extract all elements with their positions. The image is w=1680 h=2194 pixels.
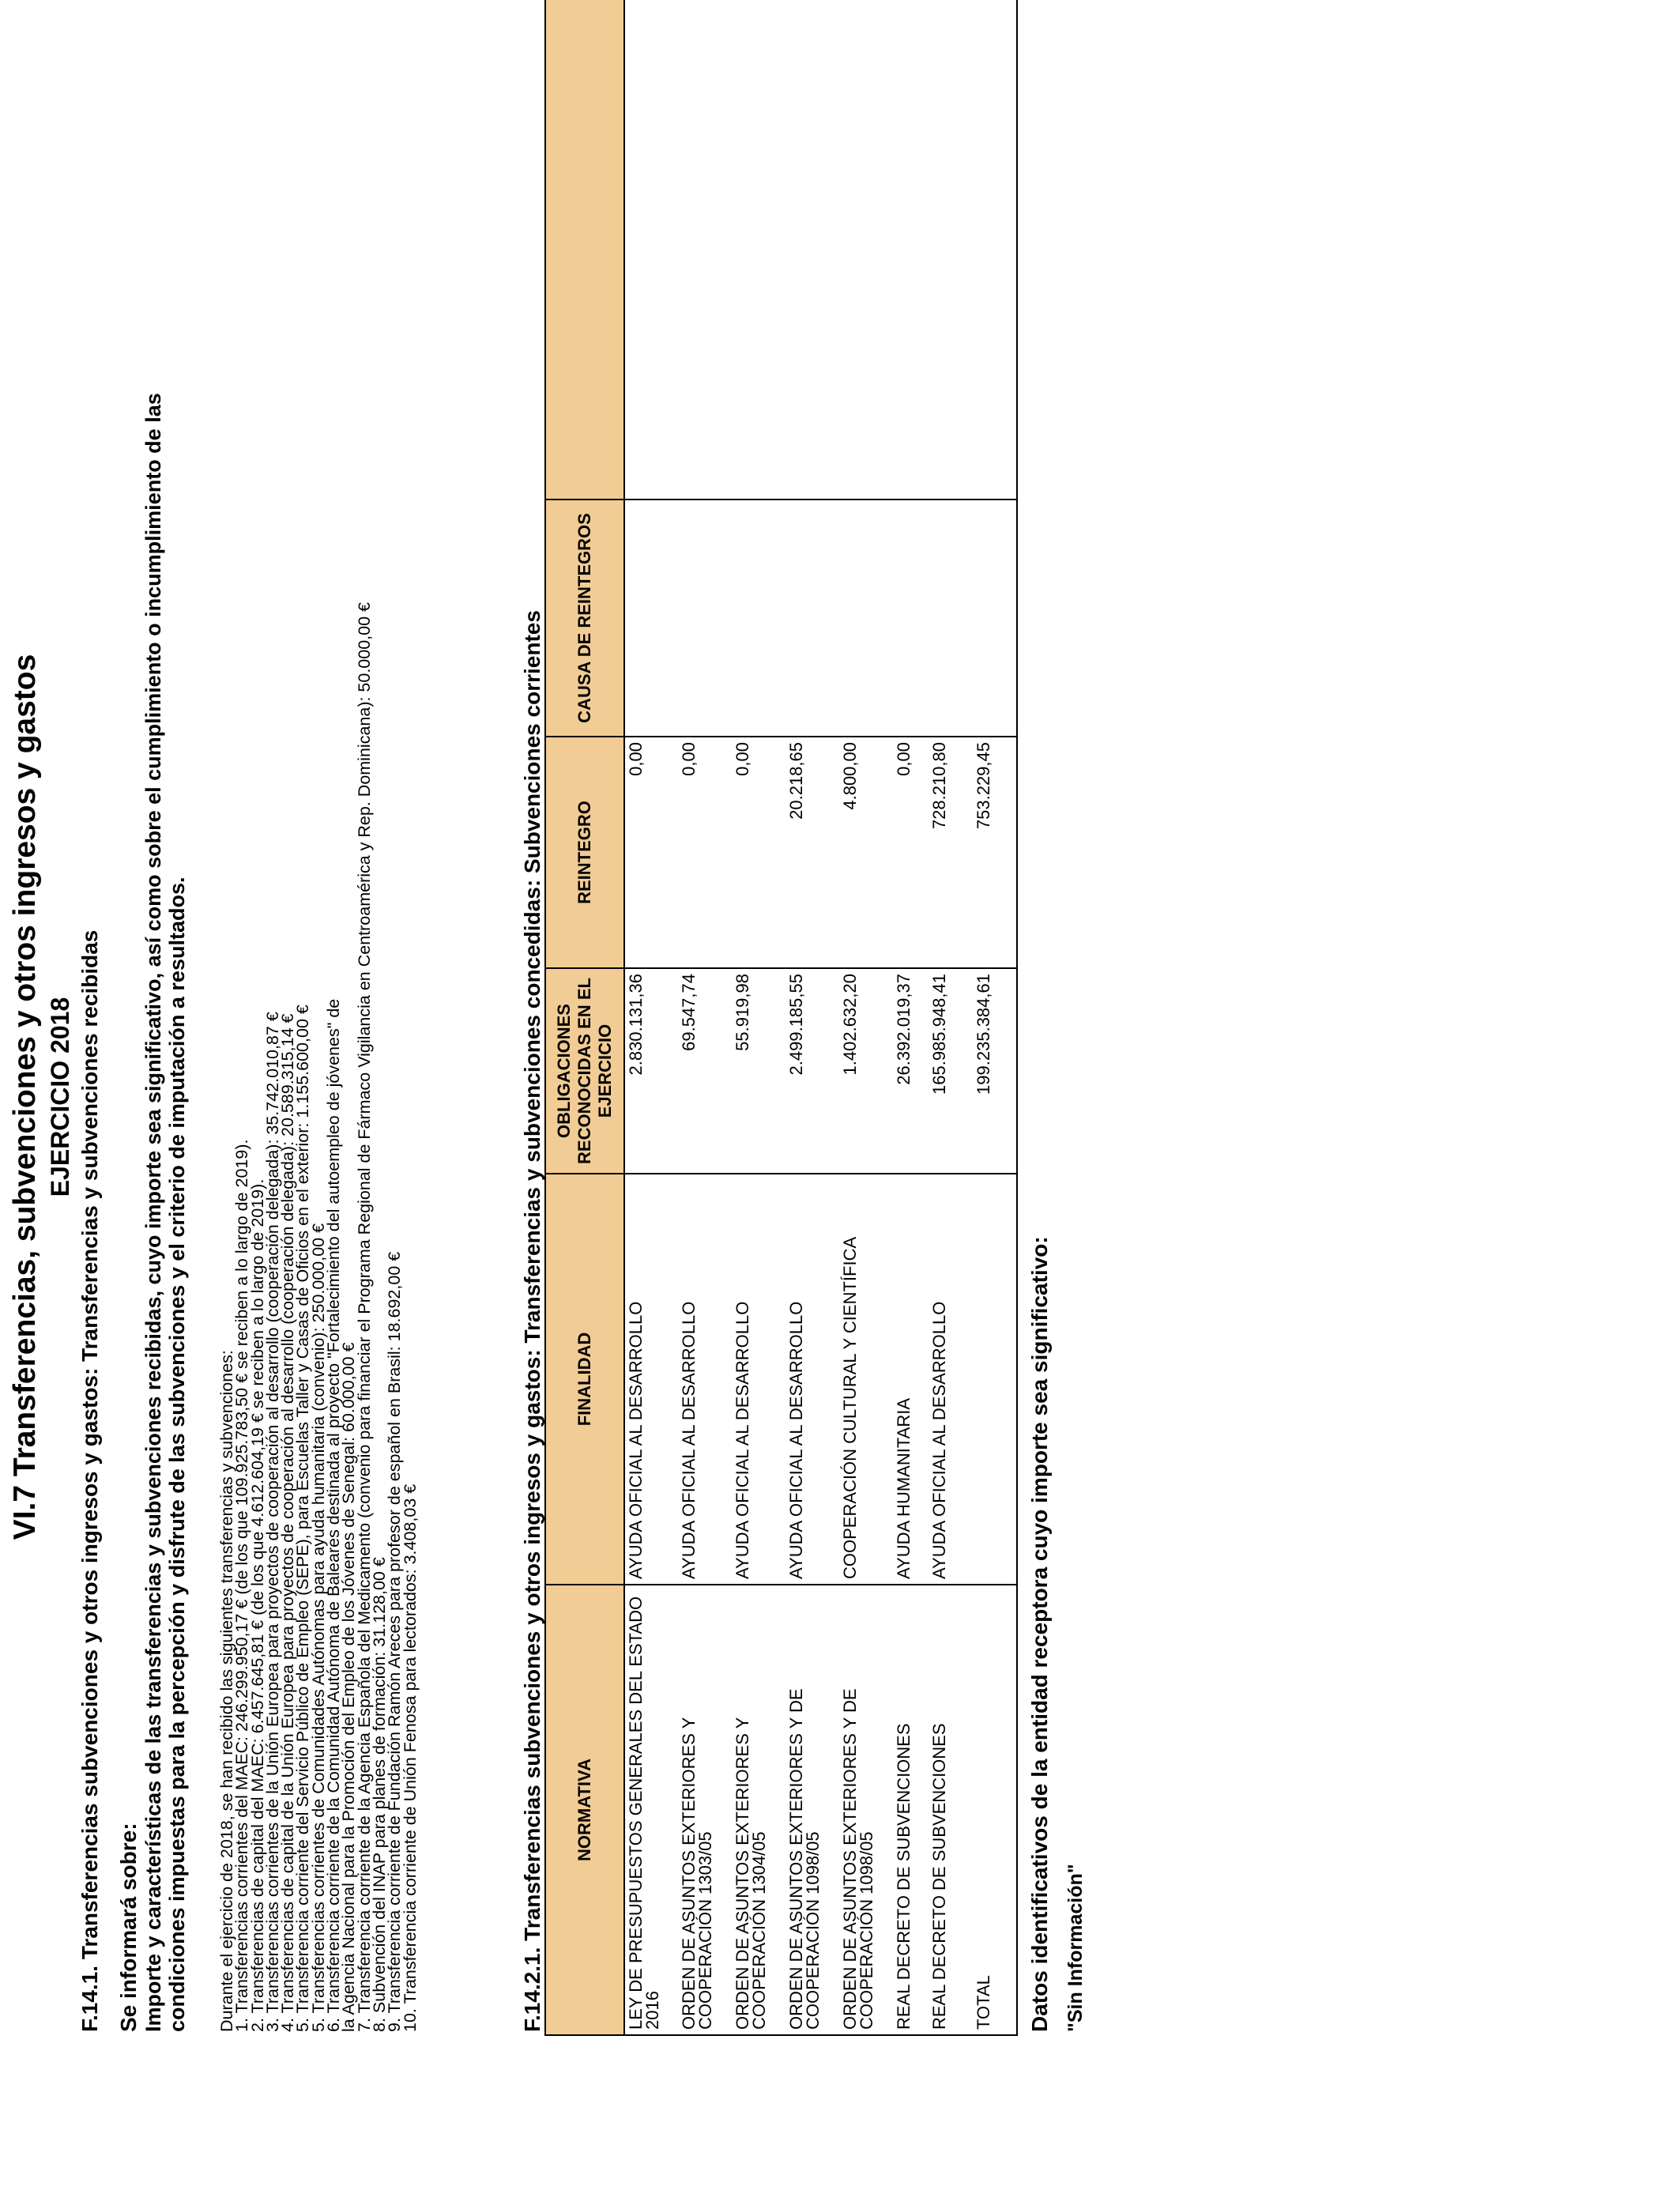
recipient-data-heading: Datos identificativos de la entidad receptora cuyo importe sea significativo:: [1027, 1236, 1052, 2032]
cell-normativa: ORDEN DE ASUNTOS EXTERIORES Y COOPERACIÓN 1304/05: [732, 1585, 785, 2035]
cell-reintegro: 0,00: [893, 737, 929, 968]
cell-finalidad: AYUDA HUMANITARIA: [893, 1174, 929, 1585]
inform-heading: Se informará sobre:: [116, 1823, 141, 2032]
table-row: [785, 0, 839, 2035]
received-item: 3. Transferencias corrientes de la Unión Europea para proyectos de cooperación al desarrollo (cooperación delegada): 35.742.010,87 €: [262, 1012, 282, 2032]
received-intro: Durante el ejercicio de 2018, se han recibido las siguientes transferencias y subvenciones:: [217, 1350, 236, 2032]
cell-finalidad: AYUDA OFICIAL AL DESARROLLO: [732, 1174, 785, 1585]
table-row: [678, 0, 732, 2035]
received-item: 2. Transferencias de capital del MAEC: 6.457.645,81 € (de los que 4.612.604,19 € se reciben a lo largo de 2019).: [247, 1178, 267, 2032]
received-item: 5. Transferencia corriente del Servicio Público de Empleo (SEPE), para Escuelas Taller y Casas de Oficios en el exterior: 1.155.600,00 €: [293, 1005, 313, 2032]
cell-empty: [973, 0, 1017, 499]
cell-obligaciones: 165.985.948,41: [929, 968, 973, 1174]
cell-causa: [839, 499, 893, 737]
section-received-title: F.14.1. Transferencias subvenciones y otros ingresos y gastos: Transferencias y subvenciones recibidas: [77, 929, 102, 2032]
column-header-empty: [545, 0, 624, 499]
table-row: [624, 0, 678, 2035]
section-granted-title: F.14.2.1. Transferencias subvenciones y otros ingresos y gastos: Transferencias y subvenciones concedidas: Subvenciones corrientes: [520, 610, 544, 2032]
cell-total-label: TOTAL: [973, 1585, 1017, 2035]
inform-text-line-2: condiciones impuestas para la percepción y disfrute de las subvenciones y el criterio de imputación a resultados.: [165, 876, 189, 2032]
received-item: 10. Transferencia corriente de Unión Fenosa para lectorados: 3.408,03 €: [400, 1483, 420, 2032]
cell-causa: [973, 499, 1017, 737]
cell-empty: [785, 0, 839, 499]
cell-empty: [624, 0, 678, 499]
cell-causa: [929, 499, 973, 737]
cell-obligaciones: 1.402.632,20: [839, 968, 893, 1174]
cell-causa: [732, 499, 785, 737]
table-row: [893, 0, 929, 2035]
cell-reintegro: 20.218,65: [785, 737, 839, 968]
cell-causa: [624, 499, 678, 737]
column-header-obligaciones: OBLIGACIONES RECONOCIDAS EN EL EJERCICIO: [545, 968, 624, 1174]
cell-obligaciones: 69.547,74: [678, 968, 732, 1174]
cell-reintegro: 0,00: [678, 737, 732, 968]
cell-causa: [678, 499, 732, 737]
recipient-data-value: "Sin Información": [1064, 1864, 1087, 2032]
table-total-row: [973, 0, 1017, 2035]
cell-normativa: ORDEN DE ASUNTOS EXTERIORES Y COOPERACIÓN 1303/05: [678, 1585, 732, 2035]
received-item: 7. Transferencia corriente de la Agencia Española del Medicamento (convenio para financiar el Programa Regional de Fármaco Vigilancia en Centroamérica y Rep. Dominicana): 50.000,00 €: [354, 601, 374, 2032]
table-row: [929, 0, 973, 2035]
received-item: 1. Transferencias corrientes del MAEC: 246.299.950,17 € (de los que 109.925.783,50 € se reciben a lo largo de 2019).: [232, 1139, 252, 2032]
cell-finalidad: COOPERACIÓN CULTURAL Y CIENTÍFICA: [839, 1174, 893, 1585]
received-item: 4. Transferencias de capital de la Unión Europea para proyectos de cooperación al desarrollo (cooperación delegada): 20.589.315,14 €: [278, 1013, 298, 2032]
table-header-row: [545, 0, 624, 2035]
column-header-normativa: NORMATIVA: [545, 1585, 624, 2035]
received-item: la Agencia Nacional para la Promoción del Empleo de los Jóvenes de Senegal: 60.000,00 €: [339, 1342, 359, 2032]
cell-causa: [893, 499, 929, 737]
cell-reintegro: 728.210,80: [929, 737, 973, 968]
received-item: 9. Transferencia corriente de Fundación Ramón Areces para profesor de español en Brasil: 18.692,00 €: [385, 1251, 405, 2032]
cell-normativa: REAL DECRETO DE SUBVENCIONES: [893, 1585, 929, 2035]
received-item: 8. Subvención del INAP para planes de formación: 31.128,00 €: [369, 1557, 389, 2032]
table-row: [839, 0, 893, 2035]
cell-normativa: LEY DE PRESUPUESTOS GENERALES DEL ESTADO 2016: [624, 1585, 678, 2035]
cell-obligaciones: 2.830.131,36: [624, 968, 678, 1174]
subsidies-table: [544, 0, 1018, 2036]
cell-total-reintegro: 753.229,45: [973, 737, 1017, 968]
cell-obligaciones: 55.919,98: [732, 968, 785, 1174]
cell-normativa: ORDEN DE ASUNTOS EXTERIORES Y DE COOPERACIÓN 1098/05: [785, 1585, 839, 2035]
column-header-causa: CAUSA DE REINTEGROS: [545, 499, 624, 737]
cell-empty: [929, 0, 973, 499]
received-item: 5. Transferencias corrientes de Comunidades Autónomas para ayuda humanitaria (convenio): 250.000,00 €: [308, 1223, 328, 2032]
cell-total-obligaciones: 199.235.384,61: [973, 968, 1017, 1174]
cell-normativa: ORDEN DE ASUNTOS EXTERIORES Y DE COOPERACIÓN 1098/05: [839, 1585, 893, 2035]
cell-reintegro: 0,00: [624, 737, 678, 968]
inform-text-line-1: Importe y características de las transferencias y subvenciones recibidas, cuyo importe sea significativo, así como sobre el cumplimiento o incumplimiento de las: [141, 393, 165, 2032]
cell-finalidad: AYUDA OFICIAL AL DESARROLLO: [678, 1174, 732, 1585]
cell-finalidad: AYUDA OFICIAL AL DESARROLLO: [929, 1174, 973, 1585]
page-title: VI.7 Transferencias, subvenciones y otros ingresos y gastos: [8, 654, 42, 1540]
cell-obligaciones: 26.392.019,37: [893, 968, 929, 1174]
cell-reintegro: 4.800,00: [839, 737, 893, 968]
cell-finalidad: [973, 1174, 1017, 1585]
cell-empty: [839, 0, 893, 499]
column-header-finalidad: FINALIDAD: [545, 1174, 624, 1585]
cell-finalidad: AYUDA OFICIAL AL DESARROLLO: [624, 1174, 678, 1585]
cell-empty: [732, 0, 785, 499]
received-item: 6. Transferencia corriente de la Comunidad Autónoma de Baleares destinada al proyecto "Fortalecimiento del autoempleo de jóvenes" de: [324, 998, 344, 2032]
cell-empty: [678, 0, 732, 499]
cell-causa: [785, 499, 839, 737]
cell-reintegro: 0,00: [732, 737, 785, 968]
table-row: [732, 0, 785, 2035]
received-transfers-list: [217, 601, 420, 2032]
cell-normativa: REAL DECRETO DE SUBVENCIONES: [929, 1585, 973, 2035]
cell-empty: [893, 0, 929, 499]
page-subtitle: EJERCICIO 2018: [46, 997, 74, 1197]
column-header-reintegro: REINTEGRO: [545, 737, 624, 968]
cell-obligaciones: 2.499.185,55: [785, 968, 839, 1174]
cell-finalidad: AYUDA OFICIAL AL DESARROLLO: [785, 1174, 839, 1585]
